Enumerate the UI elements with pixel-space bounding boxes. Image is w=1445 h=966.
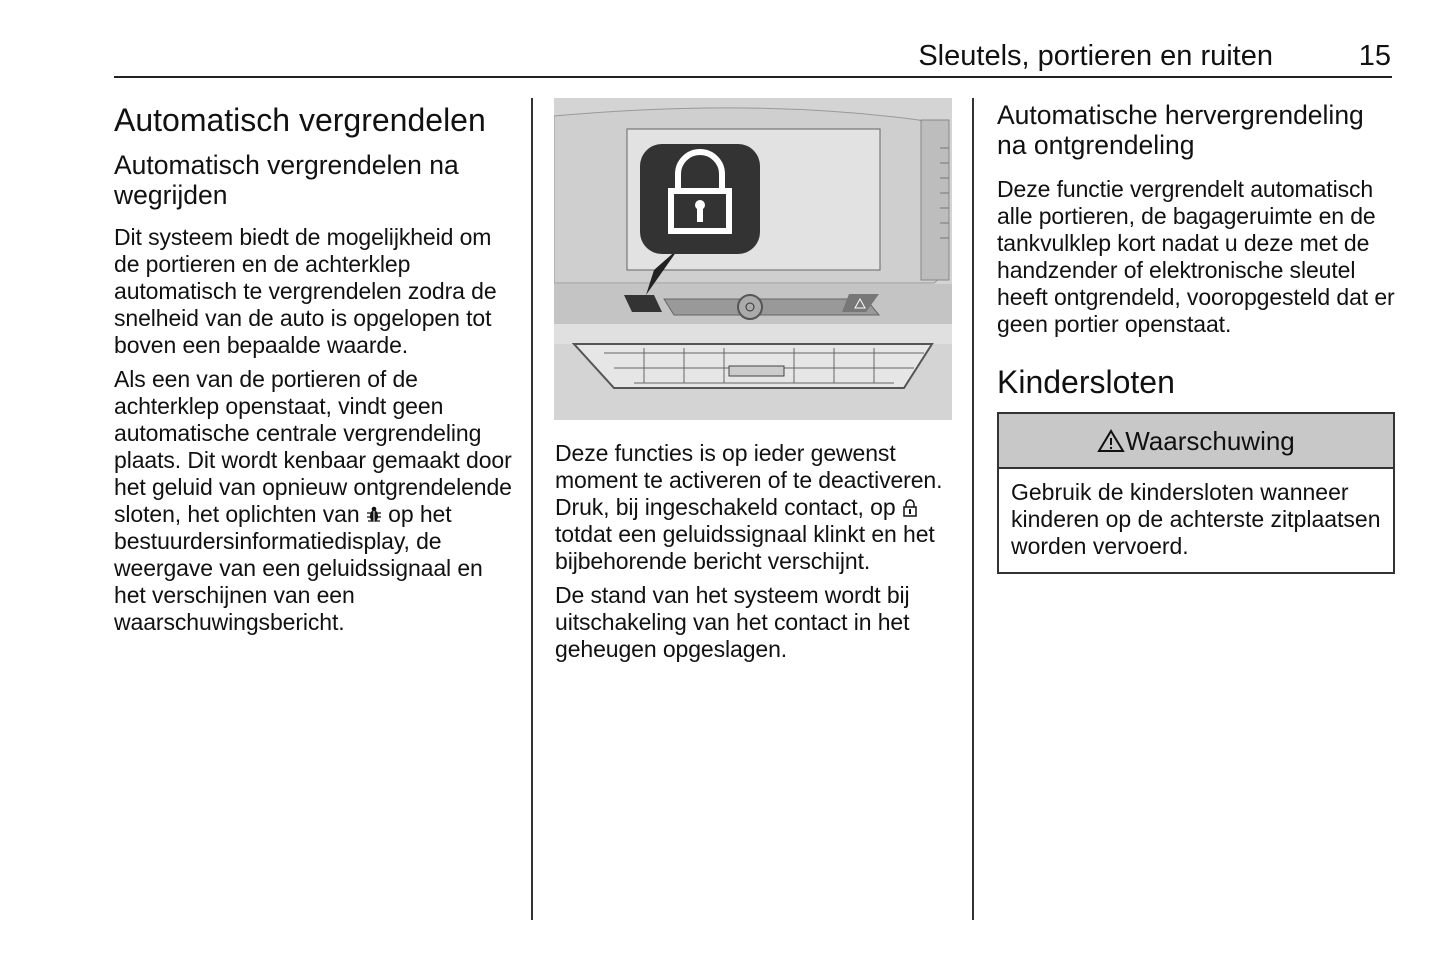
warning-text: Gebruik de kindersloten wanneer kinderen op de achterste zitplaatsen worden vervoerd. <box>1011 479 1381 559</box>
lock-icon <box>640 144 760 254</box>
warning-triangle-icon <box>1097 429 1125 453</box>
paragraph <box>114 366 514 636</box>
warning-box <box>997 412 1395 574</box>
warning-header <box>999 414 1393 469</box>
column-divider <box>972 98 974 920</box>
text: Deze functies is op ieder gewenst moment te activeren of te deactiveren. Druk, bij ingeschakeld contact, op <box>555 440 943 520</box>
column-divider <box>531 98 533 920</box>
text: Als een van de portieren of de achterklep openstaat, vindt geen automatische centrale vergrendeling plaats. Dit wordt kenbaar gemaakt door het geluid van opnieuw ontgrendelende sloten, het oplichten van <box>114 366 512 527</box>
subsection-heading: Automatische hervergrendeling na ontgrendeling <box>997 100 1364 160</box>
warning-light-icon <box>366 506 382 524</box>
header-divider <box>114 76 1392 78</box>
section-heading: Kindersloten <box>997 364 1175 400</box>
lock-button-icon <box>902 499 918 517</box>
paragraph: Deze functie vergrendelt automatisch alle portieren, de bagageruimte en de tankvulklep kort nadat u deze met de handzender of elektronische sleutel heeft ontgrendeld, vooropgesteld dat er geen portier openstaat. <box>997 176 1395 337</box>
right-column <box>997 100 1395 574</box>
text: totdat een geluidssignaal klinkt en het bijbehorende bericht verschijnt. <box>555 521 935 574</box>
paragraph <box>555 440 955 575</box>
paragraph: Dit systeem biedt de mogelijkheid om de portieren en de achterklep automatisch te vergrendelen zodra de snelheid van de auto is opgelopen tot boven een bepaalde waarde. <box>114 224 497 358</box>
section-heading: Automatisch vergrendelen <box>114 102 486 138</box>
subsection-heading: Automatisch vergrendelen na wegrijden <box>114 150 459 210</box>
page-number: 15 <box>1358 40 1391 72</box>
text: op het bestuurdersinformatiedisplay, de weergave van een geluidssignaal en het verschijnen van een waarschuwingsbericht. <box>114 501 483 635</box>
running-header-title: Sleutels, portieren en ruiten <box>918 40 1273 72</box>
left-column <box>114 102 514 643</box>
middle-column <box>555 440 955 670</box>
warning-title: Waarschuwing <box>1125 426 1295 456</box>
paragraph: De stand van het systeem wordt bij uitschakeling van het contact in het geheugen opgeslagen. <box>555 582 910 662</box>
dashboard-illustration <box>554 98 952 420</box>
